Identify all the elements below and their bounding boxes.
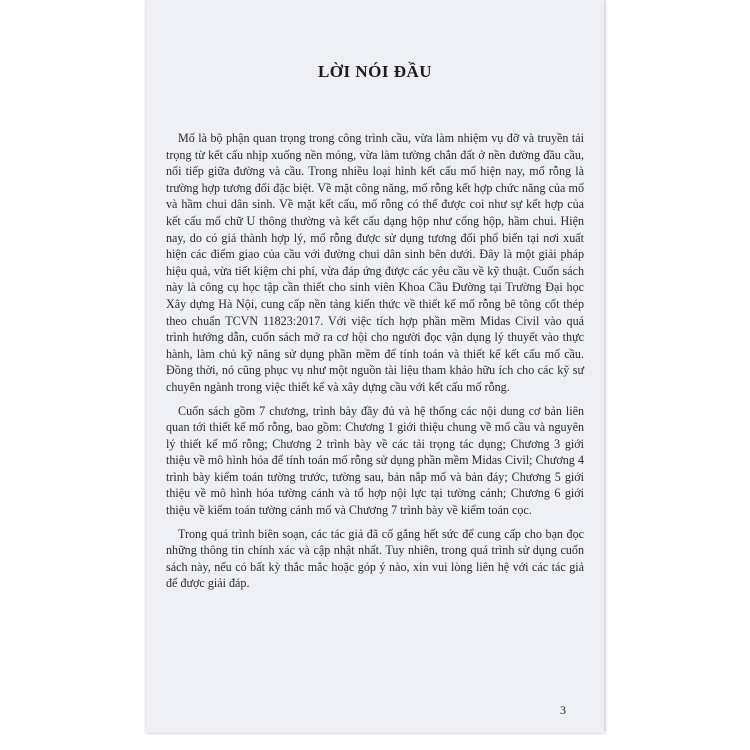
paragraph-3: Trong quá trình biên soạn, các tác giả đã cố gắng hết sức để cung cấp cho bạn đọc những thông tin chính xác và cập nhật nhất. Tuy nhiên, trong quá trình sử dụng cuốn sách này, nếu có bất kỳ thắc mắc hoặc góp ý nào, xin vui lòng liên hệ với các tác giả để được giải đáp. [166,526,584,591]
body-text [166,130,584,599]
page-number: 3 [560,703,566,717]
page-title: LỜI NÓI ĐẦU [317,62,433,81]
paragraph-1: Mố là bộ phận quan trọng trong công trình cầu, vừa làm nhiệm vụ đỡ và truyền tải trọng từ kết cấu nhịp xuống nền móng, vừa làm tường chắn đất ở nền đường đầu cầu, nối tiếp giữa đường và cầu. Trong nhiều loại hình kết cấu mố hiện nay, mố rỗng là trường hợp tương đối đặc biệt. Về mặt công năng, mố rỗng kết hợp chức năng của mố và hầm chui dân sinh. Về mặt kết cấu, mố rỗng có thể được coi như sự kết hợp của kết cấu mố chữ U thông thường và kết cấu dạng hộp như cống hộp, hầm chui. Hiện nay, do có giá thành hợp lý, mố rỗng được sử dụng tương đối phổ biến tại nơi xuất hiện các điểm giao của cầu với đường chui dân sinh bên dưới. Đây là một giải pháp hiệu quả, vừa tiết kiệm chi phí, vừa đáp ứng được các yêu cầu về kỹ thuật. Cuốn sách này là công cụ học tập cần thiết cho sinh viên Khoa Cầu Đường tại Trường Đại học Xây dựng Hà Nội, cung cấp nền tảng kiến thức về thiết kế mố rỗng bê tông cốt thép theo chuẩn TCVN 11823:2017. Với việc tích hợp phần mềm Midas Civil vào quá trình hướng dẫn, cuốn sách mở ra cơ hội cho người đọc vận dụng lý thuyết vào thực hành, làm chủ kỹ năng sử dụng phần mềm để tính toán và thiết kế kết cấu mố cầu. Đồng thời, nó cũng phục vụ như một nguồn tài liệu tham khảo hữu ích cho các kỹ sư chuyên ngành trong việc thiết kế và xây dựng cầu với kết cấu mố rỗng. [166,131,584,394]
book-page [146,0,604,733]
paragraph-2: Cuốn sách gồm 7 chương, trình bày đầy đủ và hệ thống các nội dung cơ bản liên quan tới thiết kế mố rỗng, bao gồm: Chương 1 giới thiệu chung về mố cầu và nguyên lý thiết kế mố rỗng; Chương 2 trình bày về các tải trọng tác dụng; Chương 3 giới thiệu về mô hình hóa để tính toán mố rỗng sử dụng phần mềm Midas Civil; Chương 4 trình bày kiểm toán tường trước, tường sau, bản nắp mố và bản đáy; Chương 5 giới thiệu về mô hình hóa tường cánh và tổ hợp nội lực tại tường cánh; Chương 6 giới thiệu về kiểm toán tường cánh mố và Chương 7 trình bày về kiểm toán cọc. [166,403,584,518]
